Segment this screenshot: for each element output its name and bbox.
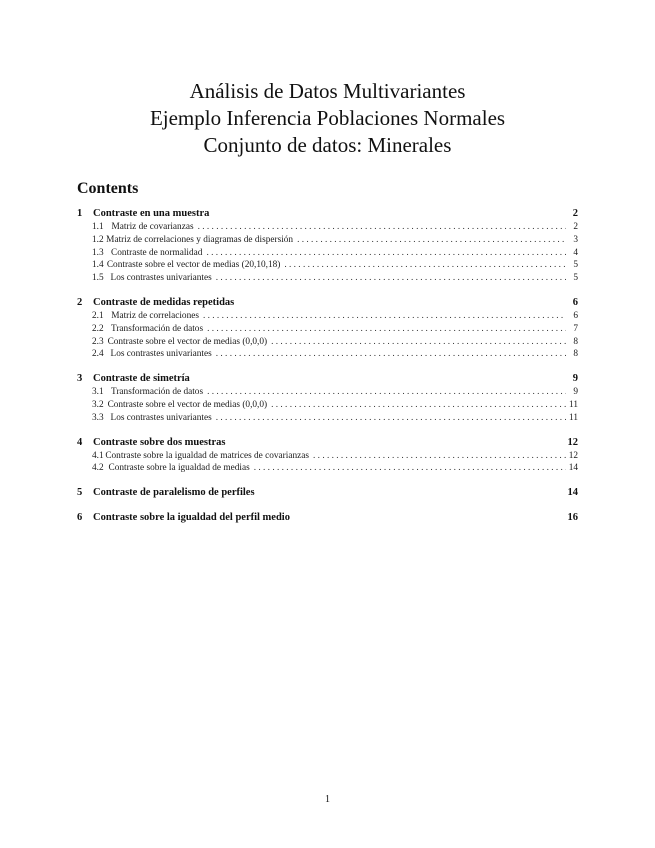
toc-subsection-title: Transformación de datos [110,387,204,398]
toc-section-number: 6 [77,512,83,524]
toc-section-5 [77,487,578,501]
toc-section-page: 16 [567,512,578,524]
toc-section-number: 5 [77,487,83,499]
toc-section-3 [77,373,578,425]
toc-section-6 [77,512,578,526]
toc-subsection-number: 1.1 [92,222,104,232]
toc-subsection-title: Contraste de normalidad [111,247,203,258]
toc-section-entry[interactable] [77,208,578,222]
toc-subsection-title: Matriz de correlaciones [111,310,199,321]
toc-subsection-page: 11 [569,399,578,410]
toc-subsection-number: 3.2 [92,399,104,410]
toc-dot-leader [199,311,566,321]
toc-subsection-page: 5 [573,260,578,271]
toc-subsection-number: 4.2 [92,463,104,474]
toc-section-number: 3 [77,373,83,385]
toc-subsection-number: 1.2 [92,234,104,245]
toc-subsection-entry[interactable] [77,324,578,337]
toc-subsection-title: Contraste sobre el vector de medias (0,0,0) [107,399,268,410]
toc-dot-leader [212,413,566,423]
toc-subsection-number: 3.1 [92,387,104,398]
toc-subsection-page: 6 [573,310,578,321]
toc-section-page: 12 [567,436,578,448]
toc-section-title: Contraste en una muestra [93,208,210,219]
toc-subsection-entry[interactable] [77,235,578,248]
toc-subsection-entry[interactable] [77,222,578,235]
toc-subsection-number: 1.4 [92,260,104,271]
toc-subsection-number: 2.1 [92,310,104,321]
toc-subsection-title: Los contrastes univariantes [110,349,212,360]
toc-subsection-number: 1.5 [92,273,104,284]
toc-subsection-page: 14 [568,463,578,474]
toc-subsection-entry[interactable] [77,248,578,261]
toc-section-page: 6 [572,296,578,308]
toc-subsection-entry[interactable] [77,260,578,273]
contents-heading: Contents [77,180,139,197]
toc-dot-leader [212,273,566,283]
toc-section-title: Contraste de medidas repetidas [93,296,235,308]
toc-subsection-page: 2 [573,222,578,232]
toc-subsection-number: 2.3 [92,336,104,347]
title-line-1: Análisis de Datos Multivariantes [189,79,466,103]
toc-subsection-number: 1.3 [92,247,104,258]
toc-subsection-title: Matriz de correlaciones y diagramas de dispersión [106,234,294,245]
toc-subsection-title: Contraste sobre la igualdad de matrices de covarianzas [105,450,310,461]
toc-section-1 [77,208,578,286]
toc-subsection-page: 8 [573,349,578,360]
toc-subsection-title: Contraste sobre el vector de medias (0,0,0) [107,336,268,347]
toc-subsection-page: 7 [573,323,578,334]
toc-section-page: 2 [572,208,578,219]
toc-subsection-page: 8 [573,336,578,347]
toc-subsection-entry[interactable] [77,337,578,350]
toc-subsection-entry[interactable] [77,451,578,464]
toc-dot-leader [203,387,566,397]
toc-section-number: 1 [77,208,83,219]
toc-subsection-entry[interactable] [77,349,578,362]
document-title [0,78,655,159]
toc-dot-leader [202,248,566,258]
title-line-2: Ejemplo Inferencia Poblaciones Normales [149,106,506,130]
toc-subsection-number: 3.3 [92,412,104,423]
toc-subsection-page: 3 [573,234,578,245]
toc-subsection-title: Contraste sobre el vector de medias (20,10,18) [106,260,281,271]
toc-section-title: Contraste de simetría [93,373,190,385]
toc-subsection-title: Los contrastes univariantes [110,273,212,284]
toc-subsection-entry[interactable] [77,463,578,476]
toc-dot-leader [194,222,566,232]
toc-section-number: 4 [77,436,83,448]
toc-dot-leader [267,400,566,410]
toc-subsection-title: Transformación de datos [110,323,204,334]
toc-subsection-page: 9 [573,387,578,398]
toc-section-page: 9 [572,373,578,385]
toc-section-entry[interactable] [77,373,578,387]
toc-subsection-title: Matriz de covarianzas [111,222,194,232]
toc-section-entry[interactable] [77,297,578,311]
toc-section-entry[interactable] [77,437,578,451]
toc-subsection-number: 4.1 [92,450,104,461]
toc-section-number: 2 [77,296,83,308]
title-line-3: Conjunto de datos: Minerales [203,133,452,157]
page-number: 1 [325,794,330,805]
toc-section-2 [77,297,578,362]
toc-dot-leader [212,349,566,359]
toc-subsection-entry[interactable] [77,311,578,324]
toc-dot-leader [203,324,566,334]
toc-subsection-entry[interactable] [77,413,578,426]
toc-subsection-title: Los contrastes univariantes [110,412,212,423]
toc-section-page: 14 [567,487,578,499]
toc-subsection-page: 4 [573,247,578,258]
toc-dot-leader [267,337,566,347]
toc-subsection-entry[interactable] [77,273,578,286]
toc-section-entry[interactable] [77,487,578,501]
table-of-contents [77,208,578,537]
toc-dot-leader [250,463,566,473]
toc-section-entry[interactable] [77,512,578,526]
toc-subsection-entry[interactable] [77,387,578,400]
toc-dot-leader [280,260,566,270]
toc-section-title: Contraste sobre dos muestras [93,436,226,448]
toc-dot-leader [309,451,566,461]
toc-subsection-page: 5 [573,273,578,284]
toc-dot-leader [293,235,566,245]
toc-subsection-number: 2.4 [92,349,104,360]
toc-subsection-page: 12 [568,450,578,461]
toc-subsection-title: Contraste sobre la igualdad de medias [108,463,250,474]
toc-section-4 [77,437,578,477]
toc-subsection-entry[interactable] [77,400,578,413]
toc-section-title: Contraste de paralelismo de perfiles [93,487,255,499]
toc-section-title: Contraste sobre la igualdad del perfil medio [93,512,290,524]
toc-subsection-page: 11 [569,412,578,423]
toc-subsection-number: 2.2 [92,323,104,334]
